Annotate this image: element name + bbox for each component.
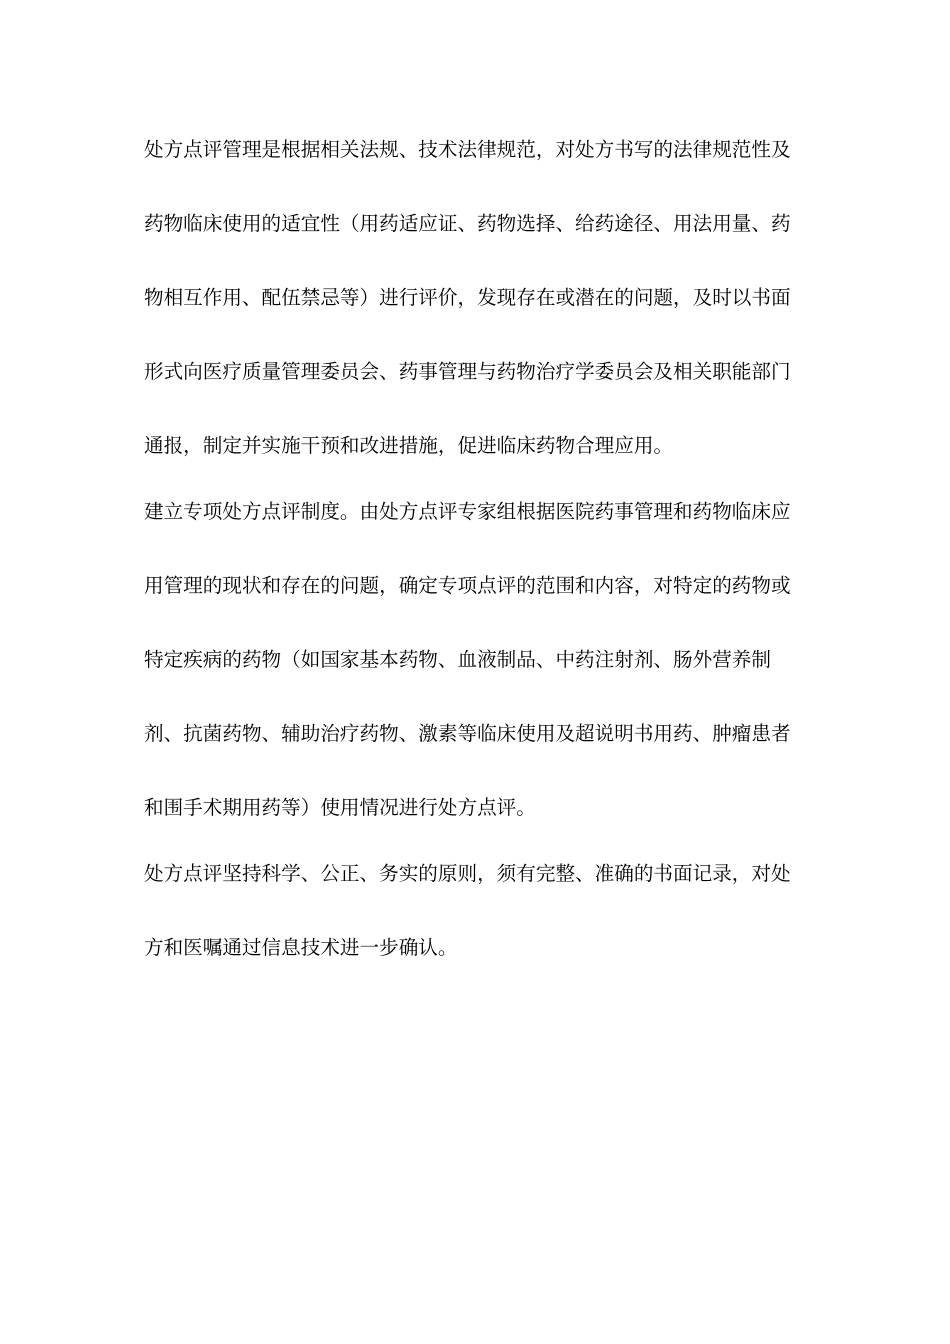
- paragraph-prescription-review-definition: 处方点评管理是根据相关法规、技术法律规范，对处方书写的法律规范性及药物临床使用的适宜性（用药适应证、药物选择、给药途径、用法用量、药物相互作用、配伍禁忌等）进行评价，发现存在或潜在的问题，及时以书面形式向医疗质量管理委员会、药事管理与药物治疗学委员会及相关职能部门通报，制定并实施干预和改进措施，促进临床药物合理应用。: [144, 138, 791, 457]
- paragraph-special-review-system: 建立专项处方点评制度。由处方点评专家组根据医院药事管理和药物临床应用管理的现状和存在的问题，确定专项点评的范围和内容，对特定的药物或特定疾病的药物（如国家基本药物、血液制品、中药注射剂、肠外营养制剂、抗菌药物、辅助治疗药物、激素等临床使用及超说明书用药、肿瘤患者和围手术期用药等）使用情况进行处方点评。: [144, 500, 791, 819]
- paragraph-review-principles: 处方点评坚持科学、公正、务实的原则，须有完整、准确的书面记录，对处方和医嘱通过信息技术进一步确认。: [144, 862, 791, 959]
